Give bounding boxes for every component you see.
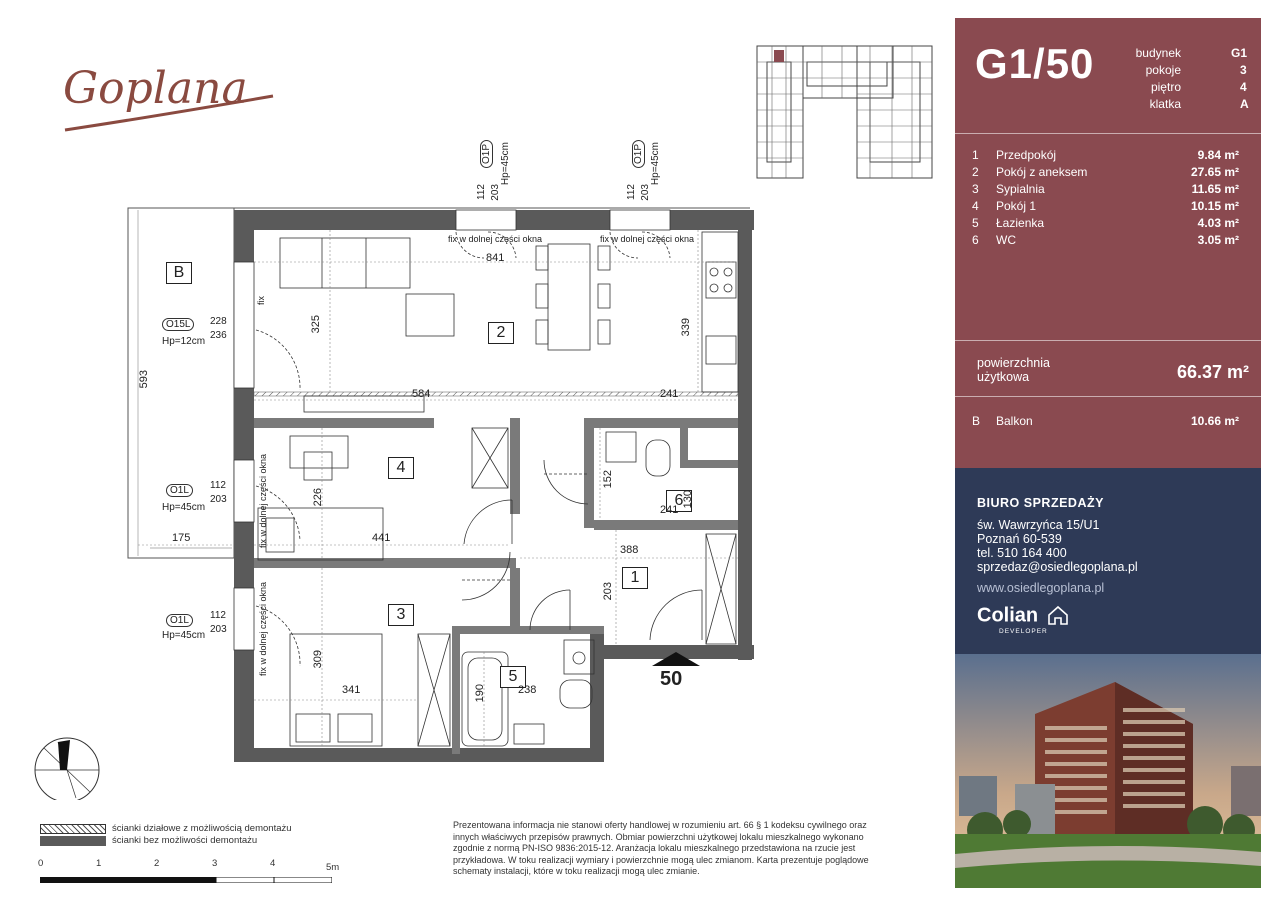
room-area: 3.05 m²: [1197, 233, 1239, 247]
dim-325: 325: [310, 315, 322, 334]
developer-sub: DEVELOPER: [999, 628, 1048, 635]
balcony-no: B: [972, 414, 981, 428]
dim-241a: 241: [660, 388, 679, 400]
fix-note-4: fix w dolnej części okna: [258, 582, 268, 677]
window-tag-o1l-2: O1L: [166, 614, 193, 627]
room-name: Pokój 1: [996, 199, 1037, 213]
window-o1l-2-hp: Hp=45cm: [162, 630, 206, 641]
dim-388: 388: [620, 544, 639, 556]
room-area: 4.03 m²: [1197, 216, 1239, 230]
room-area: 10.15 m²: [1190, 199, 1239, 213]
room-area: 9.84 m²: [1197, 148, 1239, 162]
dim-339: 339: [680, 318, 692, 337]
divider: [955, 340, 1261, 341]
dim-175: 175: [172, 532, 191, 544]
usable-area-label: powierzchnia użytkowa: [977, 356, 1050, 384]
scale-1: 1: [96, 858, 102, 869]
room-name: Pokój z aneksem: [996, 165, 1088, 179]
dim-841: 841: [486, 252, 505, 264]
window-o1l-hp: Hp=45cm: [162, 502, 206, 513]
room-area: 11.65 m²: [1191, 182, 1239, 196]
scale-5m: 5m: [326, 862, 340, 873]
room-area: 27.65 m²: [1190, 165, 1239, 179]
room-label-4: 4: [388, 457, 414, 479]
scale-3: 3: [212, 858, 218, 869]
room-name: Łazienka: [996, 216, 1045, 230]
spec-label-rooms: pokoje: [1145, 63, 1181, 77]
office-website[interactable]: www.osiedlegoplana.pl: [977, 581, 1105, 595]
unit-entrance-number: 50: [660, 668, 683, 690]
dim-152: 152: [602, 470, 614, 489]
window-o1p-1-width: 112: [476, 184, 487, 200]
spec-label-floor: piętro: [1150, 80, 1181, 94]
room-label-3: 3: [388, 604, 414, 626]
dim-584: 584: [412, 388, 431, 400]
office-address2: Poznań 60-539: [977, 532, 1062, 546]
room-label-2: 2: [488, 322, 514, 344]
unit-code: G1/50: [975, 40, 1095, 87]
scale-bar: [40, 870, 332, 876]
spec-value-floor: 4: [1240, 80, 1247, 94]
window-tag-o1p-2: O1P: [632, 140, 645, 168]
office-email[interactable]: sprzedaz@osiedlegoplana.pl: [977, 560, 1138, 574]
logo-text: Goplana: [63, 63, 248, 114]
scale-0: 0: [38, 858, 44, 869]
dim-226: 226: [312, 488, 324, 507]
divider: [955, 133, 1261, 134]
room-row: [955, 199, 1261, 216]
room-row: [955, 182, 1261, 199]
disclaimer-text: Prezentowana informacja nie stanowi oferty handlowej w rozumieniu art. 66 § 1 kodeksu cywilnego oraz innych właściwych przepisów prawnych. Obmiar powierzchni użytkowej lokalu mieszkalnego wykonano zgodnie z normą PN-ISO 9836:2015-12. Aranżacja lokalu mieszkalnego przedstawiona na rzucie jest przykładowa. W toku realizacji wymiary i powierzchnie mogą ulec zmianom. Karta prezentuje poglądowe schematy instalacji, które w toku realizacji mogą ulec zmianie.: [453, 820, 869, 876]
dim-190: 190: [474, 684, 486, 703]
balcony-area: 10.66 m²: [1190, 414, 1239, 428]
legend-removable-swatch: [40, 824, 106, 834]
window-o1l-2-width: 112: [210, 610, 226, 621]
window-tag-o1l: O1L: [166, 484, 193, 497]
balcony-row: [955, 414, 1261, 431]
dim-593: 593: [138, 370, 150, 389]
divider: [955, 396, 1261, 397]
spec-value-building: G1: [1231, 46, 1248, 60]
window-o1l-height: 203: [210, 494, 227, 505]
room-name: Sypialnia: [996, 182, 1045, 196]
dim-241b: 241: [660, 504, 679, 516]
room-name: WC: [996, 233, 1016, 247]
window-tag-o1p-1: O1P: [480, 140, 493, 168]
room-no: 3: [972, 182, 979, 196]
house-icon: [1047, 604, 1069, 631]
legend-fixed-label: ścianki bez możliwości demontażu: [112, 835, 258, 846]
dim-309: 309: [312, 650, 324, 669]
sales-office-panel: [955, 468, 1261, 654]
window-o1l-width: 112: [210, 480, 226, 491]
room-no: 1: [972, 148, 979, 162]
window-o15l-height: 236: [210, 330, 227, 341]
window-o1p-1-height: 203: [490, 184, 501, 201]
room-no: 4: [972, 199, 979, 213]
developer-logo: [977, 604, 1069, 635]
dim-238: 238: [518, 684, 537, 696]
dim-441: 441: [372, 532, 391, 544]
legend-fixed-swatch: [40, 836, 106, 846]
usable-area-value: 66.37 m²: [1176, 362, 1249, 382]
spec-label-building: budynek: [1135, 46, 1181, 60]
room-label-6: 6: [666, 490, 692, 512]
office-title: BIURO SPRZEDAŻY: [977, 496, 1104, 510]
window-o1p-2-hp: Hp=45cm: [650, 142, 661, 186]
window-o1p-2-height: 203: [640, 184, 651, 201]
spec-value-rooms: 3: [1240, 63, 1247, 77]
scale-4: 4: [270, 858, 276, 869]
developer-name: Colian: [977, 604, 1039, 627]
room-row: [955, 165, 1261, 182]
fix-note-3: fix w dolnej części okna: [258, 454, 268, 549]
fix-note-2: fix w dolnej części okna: [600, 234, 695, 244]
window-o15l-width: 228: [210, 316, 227, 327]
room-label-1: 1: [622, 567, 648, 589]
office-address1: św. Wawrzyńca 15/U1: [977, 518, 1100, 532]
scale-2: 2: [154, 858, 160, 869]
room-no: 2: [972, 165, 979, 179]
spec-value-staircase: A: [1240, 97, 1249, 111]
window-o15l-hp: Hp=12cm: [162, 336, 206, 347]
building-rendering: [955, 654, 1261, 888]
window-o1p-2-width: 112: [626, 184, 637, 200]
room-row: [955, 148, 1261, 165]
fix-note-1: fix w dolnej części okna: [448, 234, 543, 244]
legend-removable-label: ścianki działowe z możliwością demontażu: [112, 823, 292, 834]
window-o1p-1-hp: Hp=45cm: [500, 142, 511, 186]
window-tag-o15l: O15L: [162, 318, 194, 331]
room-no: 5: [972, 216, 979, 230]
balcony-name: Balkon: [996, 414, 1033, 428]
office-phone[interactable]: tel. 510 164 400: [977, 546, 1067, 560]
unit-info-panel: [955, 18, 1261, 468]
room-label-5: 5: [500, 666, 526, 688]
window-o1l-2-height: 203: [210, 624, 227, 635]
dim-203: 203: [602, 582, 614, 601]
dim-130: 130: [682, 490, 694, 509]
room-name: Przedpokój: [996, 148, 1057, 162]
spec-label-staircase: klatka: [1149, 97, 1181, 111]
dim-341: 341: [342, 684, 361, 696]
room-no: 6: [972, 233, 979, 247]
room-row: [955, 233, 1261, 250]
room-label-balcony: B: [166, 262, 192, 284]
room-row: [955, 216, 1261, 233]
fix-note-short: fix: [256, 296, 266, 305]
